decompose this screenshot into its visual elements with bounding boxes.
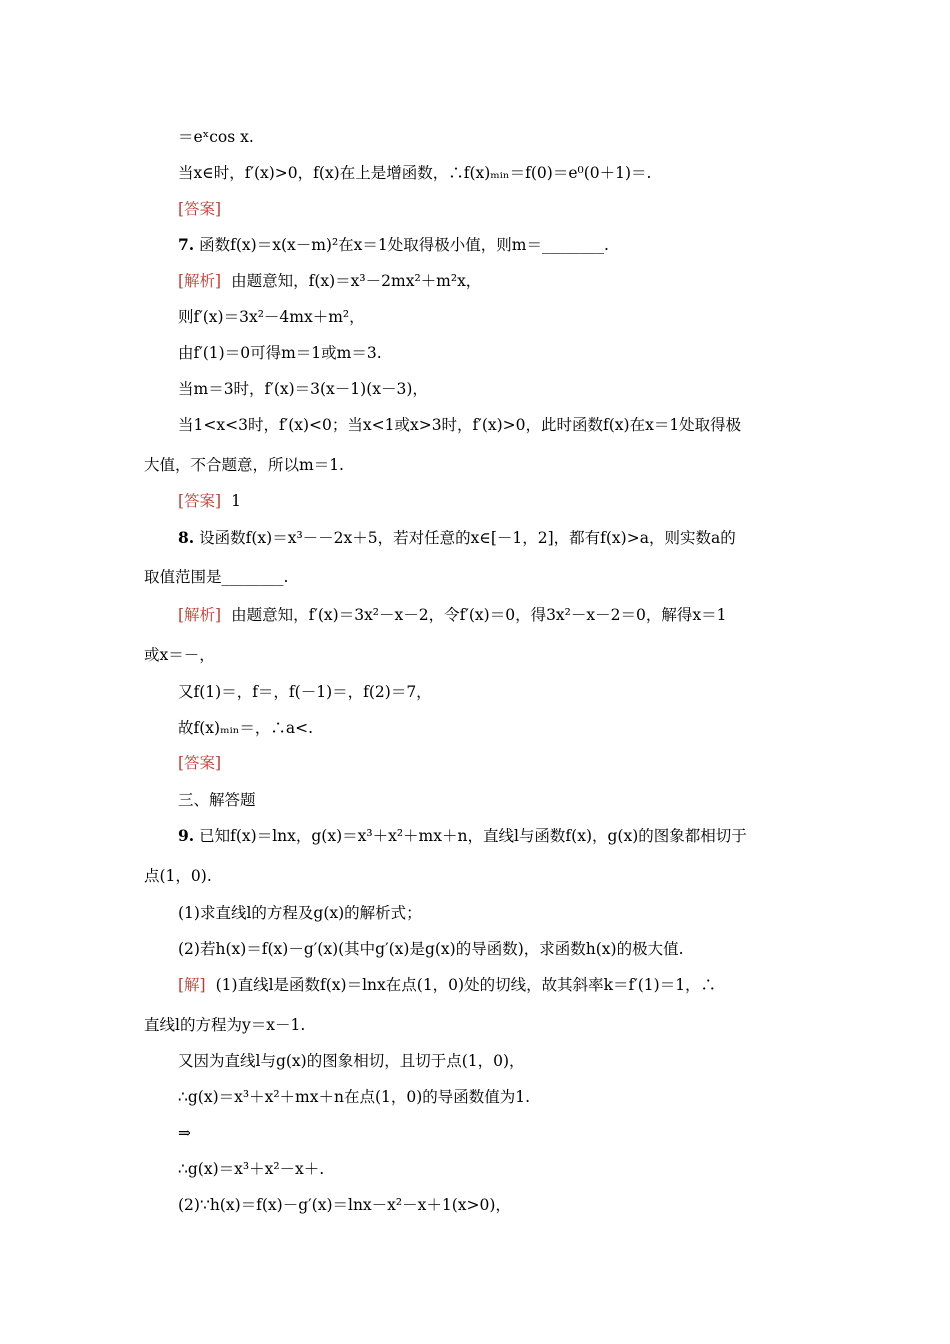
line-text: 取值范围是________. xyxy=(144,568,289,586)
line-text: 则f′(x)＝3x²－4mx＋m²， xyxy=(178,308,365,326)
text-line xyxy=(178,1194,511,1216)
line-text: 大值，不合题意，所以m＝1. xyxy=(144,456,344,474)
line-text: (2)若h(x)＝f(x)－g′(x)(其中g′(x)是g(x)的导函数)，求函数h(x)的极大值. xyxy=(178,940,684,958)
answer-value: 1 xyxy=(231,492,241,510)
line-text: 又因为直线l与g(x)的图象相切，且切于点(1，0)， xyxy=(178,1052,525,1070)
analysis-line xyxy=(178,604,726,626)
line-text: ∴g(x)＝x³＋x²＋mx＋n在点(1，0)的导函数值为1. xyxy=(178,1088,531,1106)
question-number: 7. xyxy=(178,235,195,254)
line-text: 当x∈时，f′(x)>0，f(x)在上是增函数，∴f(x)ₘᵢₙ＝f(0)＝e⁰(0＋1)＝. xyxy=(178,164,652,182)
text-line xyxy=(178,126,254,148)
question-number: 9. xyxy=(178,826,195,845)
section-heading xyxy=(178,789,256,811)
answer-tag: [答案] xyxy=(178,754,222,772)
text-line xyxy=(178,1122,191,1144)
answer-label xyxy=(178,752,221,774)
text-line xyxy=(178,342,382,364)
text-line xyxy=(144,865,212,887)
question-9 xyxy=(178,825,747,847)
line-text: 又f(1)＝，f＝，f(－1)＝，f(2)＝7， xyxy=(178,683,432,701)
line-text: (1)直线l是函数f(x)＝lnx在点(1，0)处的切线，故其斜率k＝f′(1)＝1，∴ xyxy=(215,976,717,994)
line-text: 由题意知，f′(x)＝3x²－x－2，令f′(x)＝0，得3x²－x－2＝0，解得x＝1 xyxy=(231,606,727,624)
text-line xyxy=(178,902,422,924)
line-text: 当m＝3时，f′(x)＝3(x－1)(x－3)， xyxy=(178,380,428,398)
question-number: 8. xyxy=(178,528,195,547)
text-line xyxy=(144,644,215,666)
text-line xyxy=(178,306,365,328)
line-text: 由f′(1)＝0可得m＝1或m＝3. xyxy=(178,344,382,362)
solution-line xyxy=(178,974,716,996)
analysis-line xyxy=(178,270,481,292)
text-line xyxy=(178,1086,530,1108)
text-line xyxy=(178,938,684,960)
text-line xyxy=(178,414,741,436)
question-text: 已知f(x)＝lnx，g(x)＝x³＋x²＋mx＋n，直线l与函数f(x)，g(x)的图象都相切于 xyxy=(199,827,747,845)
line-text: 点(1，0). xyxy=(144,867,212,885)
line-text: 或x＝－， xyxy=(144,646,215,664)
line-text: ＝eˣcos x. xyxy=(178,128,254,146)
question-8 xyxy=(178,527,736,549)
line-text: ∴g(x)＝x³＋x²－x＋. xyxy=(178,1160,325,1178)
question-text: 函数f(x)＝x(x－m)²在x＝1处取得极小值，则m＝________. xyxy=(199,236,609,254)
text-line xyxy=(144,566,288,588)
analysis-tag: [解析] xyxy=(178,272,222,290)
line-text: 直线l的方程为y＝x－1. xyxy=(144,1016,306,1034)
text-line xyxy=(144,1014,305,1036)
line-text: (1)求直线l的方程及g(x)的解析式； xyxy=(178,904,422,922)
analysis-tag: [解析] xyxy=(178,606,222,624)
solution-tag: [解] xyxy=(178,976,206,994)
text-line xyxy=(178,1158,324,1180)
answer-line xyxy=(178,490,241,512)
line-text: ⇒ xyxy=(178,1124,191,1142)
text-line xyxy=(178,1050,525,1072)
text-line xyxy=(178,162,651,184)
text-line xyxy=(144,454,344,476)
answer-tag: [答案] xyxy=(178,492,222,510)
line-text: 三、解答题 xyxy=(178,791,256,809)
question-text: 设函数f(x)＝x³－－2x＋5，若对任意的x∈[－1，2]，都有f(x)>a，则实数a的 xyxy=(199,529,736,547)
line-text: 故f(x)ₘᵢₙ＝，∴a<. xyxy=(178,719,314,737)
answer-tag: [答案] xyxy=(178,200,222,218)
text-line xyxy=(178,378,428,400)
question-7 xyxy=(178,234,609,256)
answer-label xyxy=(178,198,221,220)
line-text: 当1<x<3时，f′(x)<0；当x<1或x>3时，f′(x)>0，此时函数f(x)在x＝1处取得极 xyxy=(178,416,742,434)
line-text: 由题意知，f(x)＝x³－2mx²＋m²x， xyxy=(231,272,482,290)
text-line xyxy=(178,717,313,739)
text-line xyxy=(178,681,432,703)
line-text: (2)∵h(x)＝f(x)－g′(x)＝lnx－x²－x＋1(x>0)， xyxy=(178,1196,511,1214)
